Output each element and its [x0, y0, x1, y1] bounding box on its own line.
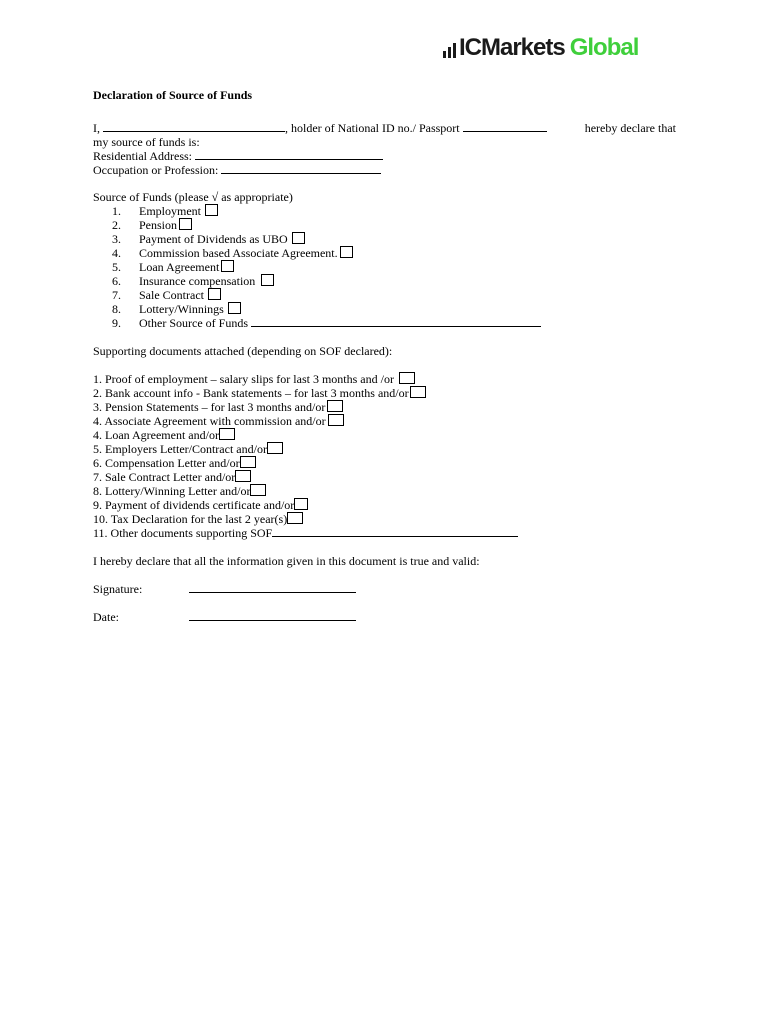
- sof-item: [93, 218, 192, 232]
- doc-item: [93, 470, 251, 484]
- sof-item-label: Payment of Dividends as UBO: [139, 232, 288, 246]
- sale-contract-letter-checkbox[interactable]: [235, 470, 251, 482]
- lottery-letter-checkbox[interactable]: [250, 484, 266, 496]
- other-documents-field[interactable]: [272, 526, 518, 537]
- sof-item-label: Commission based Associate Agreement.: [139, 246, 338, 260]
- intro-line-1: [93, 121, 676, 135]
- docs-heading: Supporting documents attached (depending on SOF declared):: [93, 344, 393, 358]
- signature-field[interactable]: [189, 582, 356, 593]
- doc-item: [93, 428, 235, 442]
- tax-declaration-checkbox[interactable]: [287, 512, 303, 524]
- sof-item-label: Lottery/Winnings: [139, 302, 224, 316]
- doc-item: [93, 456, 256, 470]
- employers-letter-checkbox[interactable]: [267, 442, 283, 454]
- doc-item: [93, 372, 415, 386]
- doc-item-label: 2. Bank account info - Bank statements – for last 3 months and/or: [93, 386, 409, 400]
- doc-item: [93, 512, 303, 526]
- sof-item-number: 2.: [112, 218, 121, 232]
- sof-item-number: 8.: [112, 302, 121, 316]
- employment-proof-checkbox[interactable]: [399, 372, 415, 384]
- sof-item: [93, 204, 218, 218]
- sof-item: [93, 316, 541, 330]
- doc-item-label: 10. Tax Declaration for the last 2 year(s): [93, 512, 288, 526]
- date-row: [93, 610, 356, 624]
- sof-item: [93, 260, 234, 274]
- doc-item-label: 3. Pension Statements – for last 3 months and/or: [93, 400, 326, 414]
- date-field[interactable]: [189, 610, 356, 621]
- sof-item-label: Pension: [139, 218, 178, 232]
- signature-row: [93, 582, 356, 596]
- sof-item-label: Loan Agreement: [139, 260, 220, 274]
- other-source-field[interactable]: [251, 316, 541, 327]
- lottery-checkbox[interactable]: [228, 302, 241, 314]
- sof-item-label: Sale Contract: [139, 288, 204, 302]
- doc-item: [93, 526, 518, 540]
- doc-item-label: 4. Loan Agreement and/or: [93, 428, 219, 442]
- intro-line-2: my source of funds is:: [93, 135, 200, 149]
- insurance-checkbox[interactable]: [261, 274, 274, 286]
- loan-checkbox[interactable]: [221, 260, 234, 272]
- intro-middle: , holder of National ID no./ Passport: [285, 121, 460, 135]
- address-row: [93, 149, 383, 163]
- doc-item-label: 4. Associate Agreement with commission and/or: [93, 414, 326, 428]
- bars-icon: [443, 39, 456, 61]
- associate-agreement-checkbox[interactable]: [328, 414, 344, 426]
- sof-item: [93, 288, 221, 302]
- document-title: Declaration of Source of Funds: [93, 88, 253, 102]
- sof-item: [93, 302, 241, 316]
- pension-statements-checkbox[interactable]: [327, 400, 343, 412]
- occupation-row: [93, 163, 381, 177]
- address-field[interactable]: [195, 149, 383, 160]
- logo-middle: Markets: [481, 34, 565, 61]
- sof-item-label: Other Source of Funds: [139, 316, 248, 330]
- date-label: Date:: [93, 610, 119, 624]
- address-label: Residential Address:: [93, 149, 192, 163]
- doc-item: [93, 484, 266, 498]
- occupation-label: Occupation or Profession:: [93, 163, 219, 177]
- commission-checkbox[interactable]: [340, 246, 353, 258]
- dividends-certificate-checkbox[interactable]: [294, 498, 308, 510]
- logo-suffix: Global: [569, 34, 639, 61]
- sof-item-number: 7.: [112, 288, 121, 302]
- sof-item-number: 5.: [112, 260, 121, 274]
- doc-item: [93, 400, 343, 414]
- sof-item: [93, 232, 305, 246]
- occupation-field[interactable]: [221, 163, 381, 174]
- bank-statements-checkbox[interactable]: [410, 386, 426, 398]
- doc-item-label: 1. Proof of employment – salary slips for last 3 months and /or: [93, 372, 394, 386]
- sale-contract-checkbox[interactable]: [208, 288, 221, 300]
- sof-item-number: 6.: [112, 274, 121, 288]
- sof-item: [93, 246, 353, 260]
- doc-item-label: 9. Payment of dividends certificate and/or: [93, 498, 295, 512]
- loan-agreement-checkbox[interactable]: [219, 428, 235, 440]
- doc-item: [93, 414, 344, 428]
- doc-item-label: 11. Other documents supporting SOF: [93, 526, 273, 540]
- sof-item-number: 3.: [112, 232, 121, 246]
- employment-checkbox[interactable]: [205, 204, 218, 216]
- signature-label: Signature:: [93, 582, 143, 596]
- sof-item-label: Insurance compensation: [139, 274, 256, 288]
- sof-item-number: 1.: [112, 204, 121, 218]
- doc-item: [93, 498, 308, 512]
- sof-item-number: 9.: [112, 316, 121, 330]
- dividends-checkbox[interactable]: [292, 232, 305, 244]
- declaration-statement: I hereby declare that all the information given in this document is true and valid:: [93, 554, 480, 568]
- doc-item-label: 7. Sale Contract Letter and/or: [93, 470, 236, 484]
- pension-checkbox[interactable]: [179, 218, 192, 230]
- doc-item-label: 5. Employers Letter/Contract and/or: [93, 442, 267, 456]
- doc-item-label: 8. Lottery/Winning Letter and/or: [93, 484, 251, 498]
- doc-item: [93, 386, 426, 400]
- doc-item-label: 6. Compensation Letter and/or: [93, 456, 240, 470]
- intro-suffix: hereby declare that: [584, 121, 676, 135]
- ic-markets-global-logo: [443, 33, 638, 61]
- doc-item: [93, 442, 283, 456]
- passport-field[interactable]: [463, 121, 547, 132]
- compensation-letter-checkbox[interactable]: [240, 456, 256, 468]
- sof-item-label: Employment: [139, 204, 201, 218]
- intro-prefix: I,: [93, 121, 100, 135]
- name-field[interactable]: [103, 121, 285, 132]
- sof-item: [93, 274, 274, 288]
- sof-item-number: 4.: [112, 246, 121, 260]
- sof-heading: Source of Funds (please √ as appropriate): [93, 190, 293, 204]
- logo-prefix: IC: [459, 34, 481, 61]
